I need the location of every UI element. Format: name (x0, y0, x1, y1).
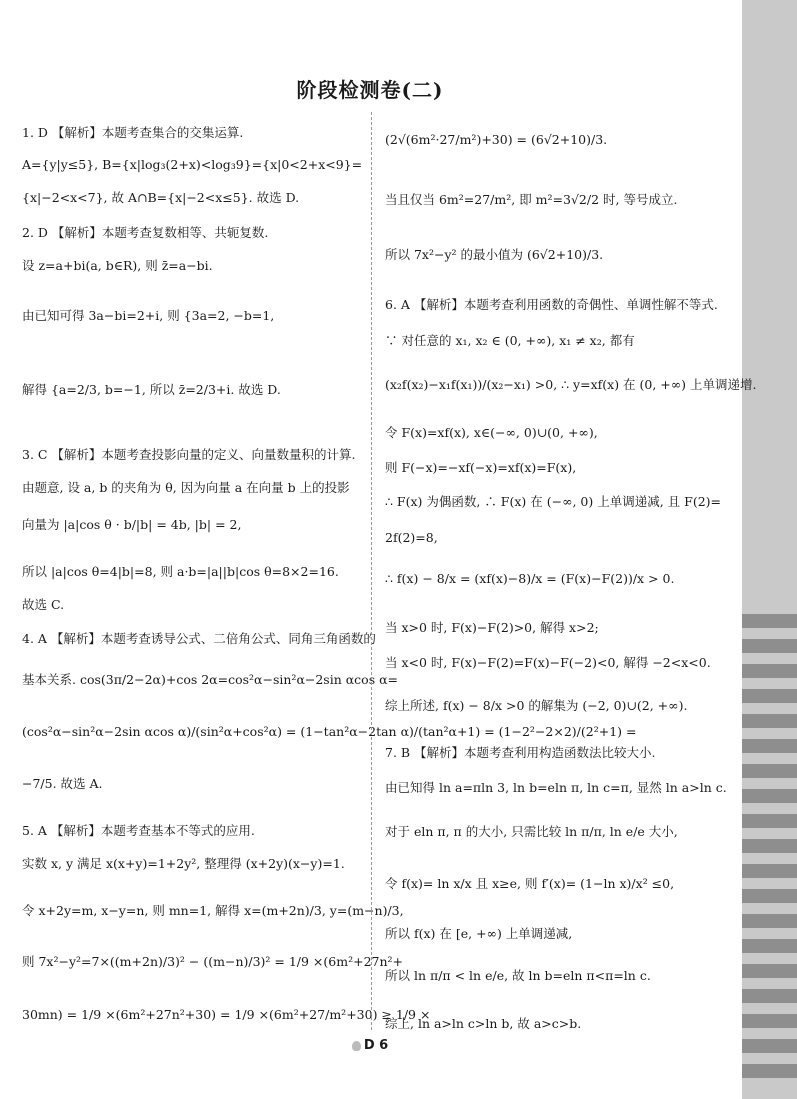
left-line: 基本关系. cos(3π/2−2α)+cos 2α=cos²α−sin²α−2sin αcos α= (22, 672, 399, 687)
column-divider (371, 112, 372, 1030)
side-tab (742, 1039, 797, 1053)
left-line: 2. D 【解析】本题考查复数相等、共轭复数. (22, 225, 269, 240)
left-line: 实数 x, y 满足 x(x+y)=1+2y², 整理得 (x+2y)(x−y)=1. (22, 856, 345, 871)
right-line: 令 f(x)= ln x/x 且 x≥e, 则 f′(x)= (1−ln x)/x² ≤0, (385, 876, 675, 891)
bulb-icon (352, 1041, 361, 1051)
left-line: (cos²α−sin²α−2sin αcos α)/(sin²α+cos²α) = (1−tan²α−2tan α)/(tan²α+1) = (1−2²−2×2)/(2²+1) = (22, 724, 637, 739)
right-line: ∴ F(x) 为偶函数, ∴ F(x) 在 (−∞, 0) 上单调递减, 且 F(2)= (385, 494, 722, 509)
left-line: 故选 C. (22, 597, 65, 612)
right-line: 2f(2)=8, (385, 530, 438, 545)
right-line: 所以 ln π/π < ln e/e, 故 ln b=eln π<π=ln c. (385, 968, 651, 983)
side-tab (742, 864, 797, 878)
side-tab (742, 939, 797, 953)
right-line: (2√(6m²·27/m²)+30) = (6√2+10)/3. (385, 132, 608, 147)
left-line: 则 7x²−y²=7×((m+2n)/3)² − ((m−n)/3)² = 1/9 ×(6m²+27n²+ (22, 954, 404, 969)
left-line: 设 z=a+bi(a, b∈R), 则 z̄=a−bi. (22, 258, 213, 273)
page-number-text: D 6 (363, 1038, 389, 1053)
side-tab (742, 1014, 797, 1028)
side-tab (742, 989, 797, 1003)
right-line: ∴ f(x) − 8/x = (xf(x)−8)/x = (F(x)−F(2))/x > 0. (385, 571, 675, 586)
right-line: 对于 eln π, π 的大小, 只需比较 ln π/π, ln e/e 大小, (385, 824, 678, 839)
right-line: 综上所述, f(x) − 8/x >0 的解集为 (−2, 0)∪(2, +∞). (385, 698, 688, 713)
side-tab (742, 789, 797, 803)
left-line: 5. A 【解析】本题考查基本不等式的应用. (22, 823, 255, 838)
left-line: 3. C 【解析】本题考查投影向量的定义、向量数量积的计算. (22, 447, 356, 462)
right-line: 由已知得 ln a=πln 3, ln b=eln π, ln c=π, 显然 ln a>ln c. (385, 780, 727, 795)
side-tab (742, 814, 797, 828)
left-line: 由已知可得 3a−bi=2+i, 则 {3a=2, −b=1, (22, 308, 275, 323)
left-line: 1. D 【解析】本题考查集合的交集运算. (22, 125, 244, 140)
left-line: 由题意, 设 a, b 的夹角为 θ, 因为向量 a 在向量 b 上的投影 (22, 480, 350, 495)
side-tab (742, 714, 797, 728)
side-tab (742, 614, 797, 628)
side-tab (742, 764, 797, 778)
right-line: (x₂f(x₂)−x₁f(x₁))/(x₂−x₁) >0, ∴ y=xf(x) 在 (0, +∞) 上单调递增. (385, 377, 757, 392)
page-number (0, 1038, 740, 1053)
right-line: 当 x<0 时, F(x)−F(2)=F(x)−F(−2)<0, 解得 −2<x<0. (385, 655, 711, 670)
side-tab (742, 839, 797, 853)
side-tab (742, 664, 797, 678)
side-tab (742, 1064, 797, 1078)
right-line: 所以 7x²−y² 的最小值为 (6√2+10)/3. (385, 247, 604, 262)
side-tab (742, 639, 797, 653)
left-line: {x|−2<x<7}, 故 A∩B={x|−2<x≤5}. 故选 D. (22, 190, 300, 205)
left-line: 解得 {a=2/3, b=−1, 所以 z̄=2/3+i. 故选 D. (22, 382, 281, 397)
side-tab (742, 914, 797, 928)
left-line: 向量为 |a|cos θ · b/|b| = 4b, |b| = 2, (22, 517, 242, 532)
side-tab (742, 964, 797, 978)
right-line: 当 x>0 时, F(x)−F(2)>0, 解得 x>2; (385, 620, 599, 635)
side-tab (742, 739, 797, 753)
right-line: 6. A 【解析】本题考查利用函数的奇偶性、单调性解不等式. (385, 297, 718, 312)
right-line: ∵ 对任意的 x₁, x₂ ∈ (0, +∞), x₁ ≠ x₂, 都有 (385, 333, 635, 348)
left-line: −7/5. 故选 A. (22, 776, 103, 791)
left-line: 4. A 【解析】本题考查诱导公式、二倍角公式、同角三角函数的 (22, 631, 376, 646)
side-strip (742, 0, 797, 1099)
side-tab (742, 889, 797, 903)
right-line: 令 F(x)=xf(x), x∈(−∞, 0)∪(0, +∞), (385, 425, 598, 440)
side-tab (742, 689, 797, 703)
page-title: 阶段检测卷(二) (296, 78, 444, 102)
right-line: 7. B 【解析】本题考查利用构造函数法比较大小. (385, 745, 656, 760)
left-line: 所以 |a|cos θ=4|b|=8, 则 a·b=|a||b|cos θ=8×2=16. (22, 564, 339, 579)
right-line: 则 F(−x)=−xf(−x)=xf(x)=F(x), (385, 460, 577, 475)
left-line: A={y|y≤5}, B={x|log₃(2+x)<log₃9}={x|0<2+x<9}= (22, 157, 363, 172)
left-line: 令 x+2y=m, x−y=n, 则 mn=1, 解得 x=(m+2n)/3, y=(m−n)/3, (22, 903, 404, 918)
right-line: 所以 f(x) 在 [e, +∞) 上单调递减, (385, 926, 573, 941)
right-line: 当且仅当 6m²=27/m², 即 m²=3√2/2 时, 等号成立. (385, 192, 678, 207)
right-line: 综上, ln a>ln c>ln b, 故 a>c>b. (385, 1016, 582, 1031)
left-line: 30mn) = 1/9 ×(6m²+27n²+30) = 1/9 ×(6m²+27/m²+30) ≥ 1/9 × (22, 1007, 431, 1022)
